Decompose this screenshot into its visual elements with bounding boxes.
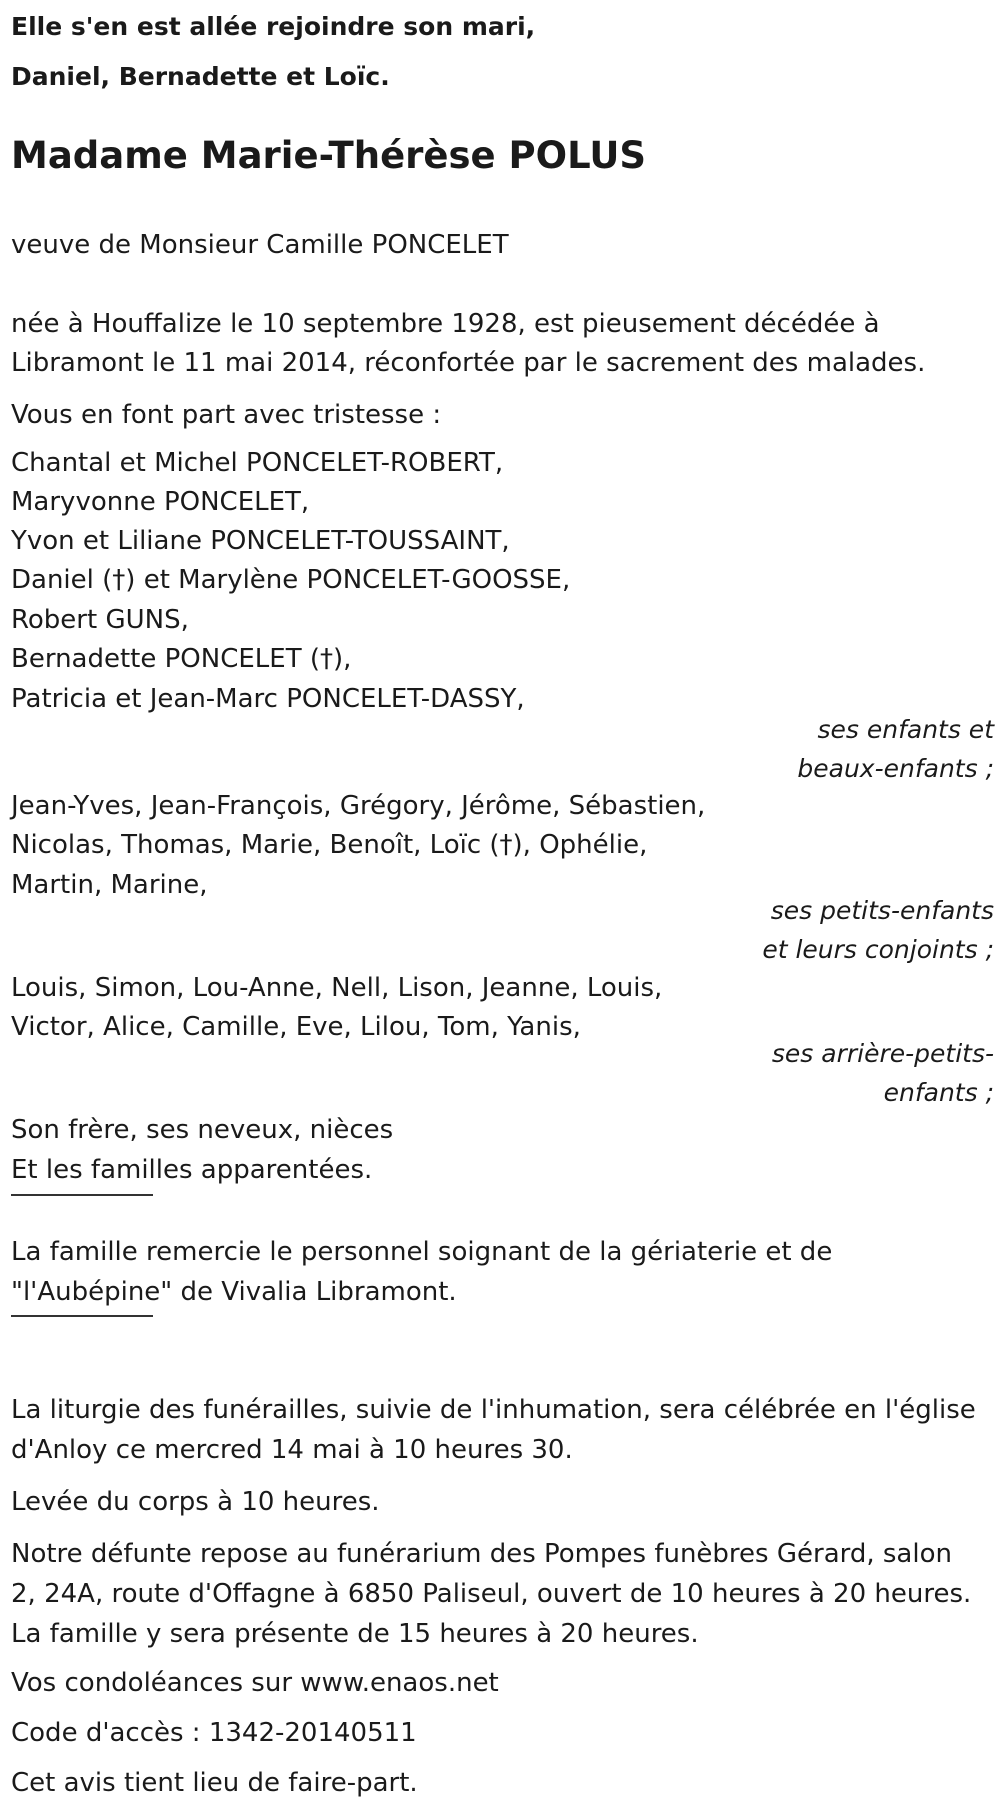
birth-death-line-2: Libramont le 11 mai 2014, réconfortée par le sacrement des malades. bbox=[11, 348, 926, 378]
grandchildren-role-line-2: et leurs conjoints ; bbox=[762, 935, 994, 964]
great-grandchild-line: Victor, Alice, Camille, Eve, Lilou, Tom, Yanis, bbox=[11, 1012, 581, 1042]
others-line-1: Son frère, ses neveux, nièces bbox=[11, 1115, 394, 1145]
grandchild-line: Nicolas, Thomas, Marie, Benoît, Loïc (†), Ophélie, bbox=[11, 830, 648, 860]
access-code-line: Code d'accès : 1342-20140511 bbox=[11, 1718, 417, 1748]
deceased-name: Madame Marie-Thérèse POLUS bbox=[11, 134, 647, 177]
great-grandchildren-role-line-2: enfants ; bbox=[883, 1078, 994, 1107]
child-line: Chantal et Michel PONCELET-ROBERT, bbox=[11, 448, 504, 478]
grandchildren-role-line-1: ses petits-enfants bbox=[770, 896, 994, 925]
great-grandchildren-role-line-1: ses arrière-petits- bbox=[771, 1039, 994, 1068]
others-line-2: Et les familles apparentées. bbox=[11, 1155, 373, 1185]
child-line: Daniel (†) et Marylène PONCELET-GOOSSE, bbox=[11, 565, 571, 595]
thanks-line-1: La famille remercie le personnel soignant de la gériaterie et de bbox=[11, 1237, 833, 1267]
spouse-line: veuve de Monsieur Camille PONCELET bbox=[11, 230, 509, 260]
children-role-line-1: ses enfants et bbox=[817, 715, 994, 744]
child-line: Robert GUNS, bbox=[11, 605, 189, 635]
thanks-line-2: "l'Aubépine" de Vivalia Libramont. bbox=[11, 1277, 457, 1307]
separator-line bbox=[11, 1315, 153, 1317]
intro-line-1: Elle s'en est allée rejoindre son mari, bbox=[11, 12, 536, 41]
liturgy-line-2: d'Anloy ce mercred 14 mai à 10 heures 30. bbox=[11, 1435, 573, 1465]
levee-line: Levée du corps à 10 heures. bbox=[11, 1487, 380, 1517]
birth-death-line-1: née à Houffalize le 10 septembre 1928, est pieusement décédée à bbox=[11, 309, 880, 339]
child-line: Bernadette PONCELET (†), bbox=[11, 644, 352, 674]
children-role-line-2: beaux-enfants ; bbox=[797, 754, 994, 783]
announce-line: Vous en font part avec tristesse : bbox=[11, 400, 442, 430]
separator-line bbox=[11, 1194, 153, 1196]
repose-line-2: 2, 24A, route d'Offagne à 6850 Paliseul, ouvert de 10 heures à 20 heures. bbox=[11, 1579, 972, 1609]
intro-line-2: Daniel, Bernadette et Loïc. bbox=[11, 62, 390, 91]
child-line: Maryvonne PONCELET, bbox=[11, 487, 310, 517]
child-line: Yvon et Liliane PONCELET-TOUSSAINT, bbox=[11, 526, 510, 556]
child-line: Patricia et Jean-Marc PONCELET-DASSY, bbox=[11, 684, 525, 714]
repose-line-3: La famille y sera présente de 15 heures à 20 heures. bbox=[11, 1619, 699, 1649]
grandchild-line: Jean-Yves, Jean-François, Grégory, Jérôme, Sébastien, bbox=[11, 791, 706, 821]
notice-line: Cet avis tient lieu de faire-part. bbox=[11, 1768, 418, 1798]
repose-line-1: Notre défunte repose au funérarium des Pompes funèbres Gérard, salon bbox=[11, 1539, 952, 1569]
great-grandchild-line: Louis, Simon, Lou-Anne, Nell, Lison, Jeanne, Louis, bbox=[11, 973, 663, 1003]
liturgy-line-1: La liturgie des funérailles, suivie de l'inhumation, sera célébrée en l'église bbox=[11, 1395, 976, 1425]
condolences-line: Vos condoléances sur www.enaos.net bbox=[11, 1668, 499, 1698]
grandchild-line: Martin, Marine, bbox=[11, 870, 208, 900]
